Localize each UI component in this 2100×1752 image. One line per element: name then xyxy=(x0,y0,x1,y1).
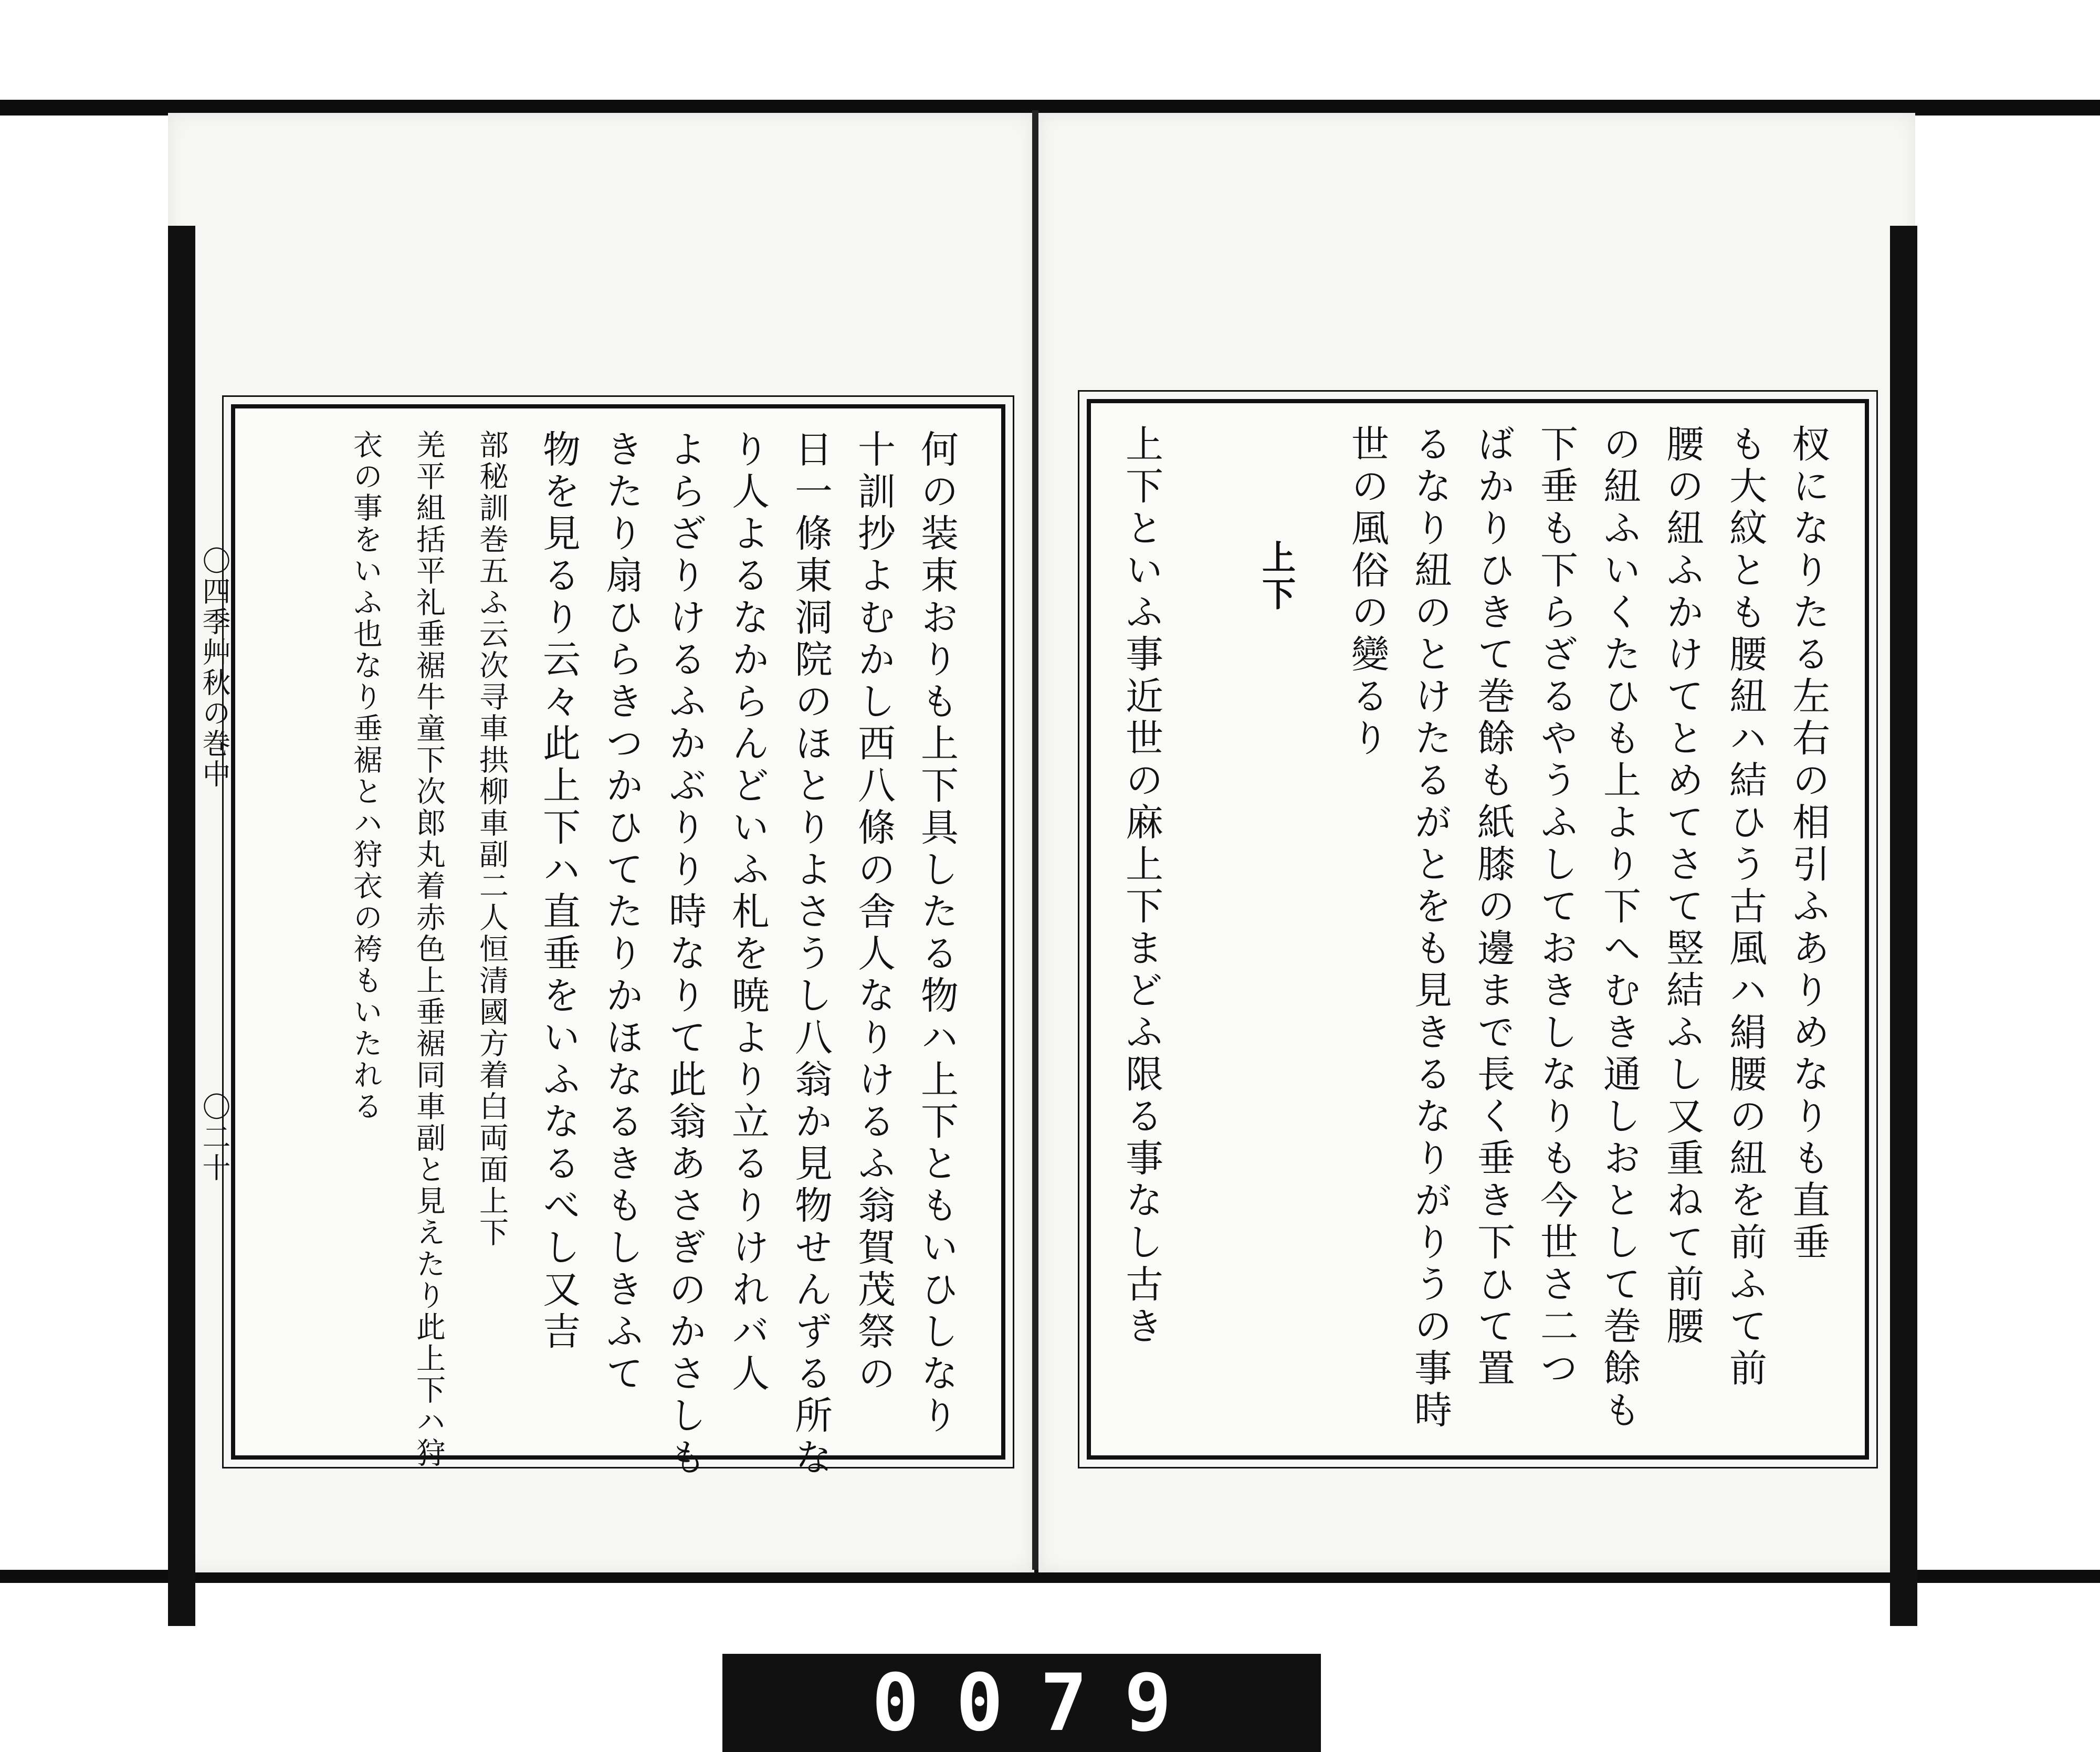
text-column: 下垂も下らざるやうふしておきしなりも今世さ二つ xyxy=(1534,424,1578,1390)
text-column: よらざりけるふかぶりり時なりて此翁あさぎのかさしも xyxy=(663,429,707,1480)
text-column: も大紋とも腰紐ハ結ひう古風ハ絹腰の紐を前ふて前 xyxy=(1723,424,1767,1390)
text-column: 日一條東洞院のほとりよさうし八翁か見物せんずる所な xyxy=(789,429,833,1480)
right-text-frame xyxy=(1087,399,1869,1460)
book-gutter xyxy=(1032,110,1038,1570)
text-column: 何の装束おりも上下具したる物ハ上下ともいひしなり xyxy=(915,429,959,1438)
text-column: 杈になりたる左右の相引ふありめなりも直垂 xyxy=(1786,424,1830,1264)
note-column: 羌平組括平礼垂裾牛童下次郎丸着赤色上垂裾同車副と見えたり此上下ハ狩 xyxy=(412,429,446,1469)
text-column: 十訓抄よむかし西八條の舎人なりけるふ翁賀茂祭の xyxy=(852,429,896,1396)
text-column: ばかりひきて巻餘も紙膝の邊まで長く垂き下ひて置 xyxy=(1471,424,1515,1390)
margin-page-number: 〇二十 xyxy=(198,1092,231,1183)
text-column: るなり紐のとけたるがとをも見きるなりがりうの事時 xyxy=(1408,424,1452,1432)
right-page-edge xyxy=(1890,226,1917,1626)
left-page-edge xyxy=(168,226,195,1626)
text-column: 腰の紐ふかけてとめてさて竪結ふし又重ねて前腰 xyxy=(1660,424,1704,1348)
frame-number: 0079 xyxy=(872,1657,1209,1749)
text-column: きたり扇ひらきつかひてたりかほなるきもしきふて xyxy=(600,429,644,1396)
text-column: り人よるなからんどいふ札を暁より立るりけれバ人 xyxy=(726,429,770,1396)
text-column: 上下といふ事近世の麻上下まどふ限る事なし古き xyxy=(1119,424,1163,1348)
text-column: 世の風俗の變るり xyxy=(1345,424,1389,760)
margin-book-title: 〇四季艸秋の巻中 xyxy=(198,546,231,790)
section-heading: 上下 xyxy=(1256,540,1296,613)
left-text-frame xyxy=(231,404,1005,1480)
note-column: 部秘訓巻五ふ云次寻車拱柳車副二人恒清國方着白両面上下 xyxy=(475,429,509,1249)
note-column: 衣の事をいふ也なり垂裾とハ狩衣の袴もいたれる xyxy=(349,429,383,1122)
text-column: の紐ふいくたひも上より下へむき通しおとして巻餘も xyxy=(1597,424,1641,1432)
text-column: 物を見るり云々此上下ハ直垂をいふなるべし又吉 xyxy=(537,429,581,1354)
frame-number-stamp xyxy=(722,1654,1321,1752)
